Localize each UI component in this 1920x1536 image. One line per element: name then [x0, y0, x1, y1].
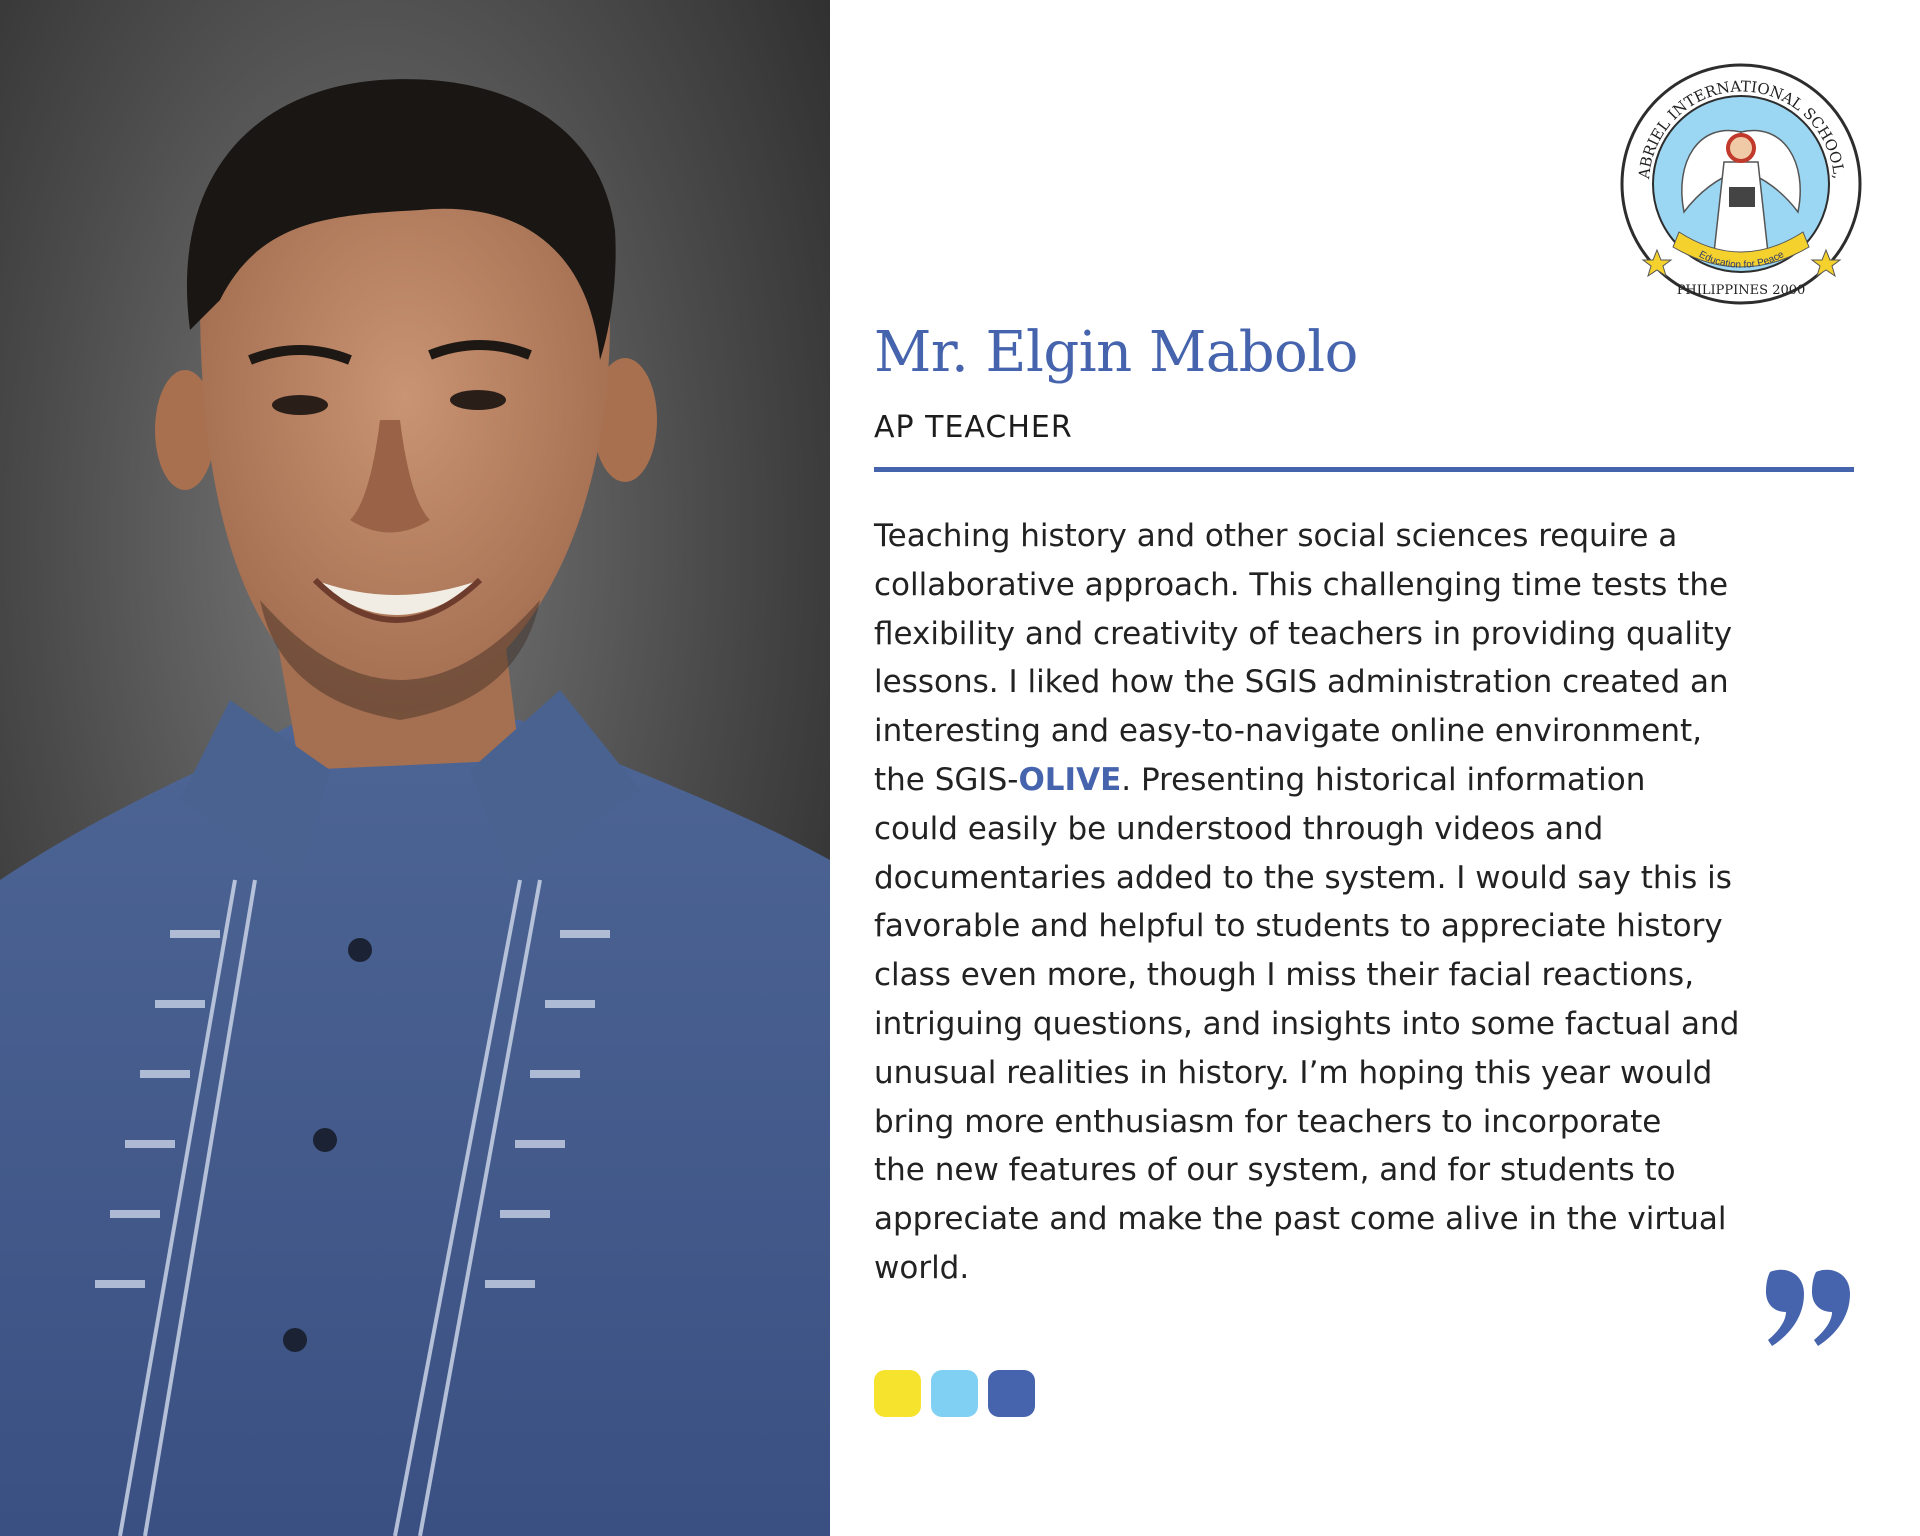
testimonial-segment: lessons. I liked how the SGIS administration created an: [874, 664, 1729, 701]
svg-text:Education for Peace: Education for Peace: [1697, 249, 1786, 271]
testimonial-segment: unusual realities in history. I’m hoping this year would: [874, 1054, 1713, 1091]
testimonial-segment: world.: [874, 1249, 970, 1286]
testimonial-segment: could easily be understood through videos and: [874, 810, 1604, 847]
teacher-role: AP TEACHER: [874, 410, 1073, 445]
testimonial-line: [874, 756, 1854, 805]
testimonial-line: [874, 902, 1854, 951]
school-seal-icon: [1619, 62, 1864, 307]
testimonial-segment: documentaries added to the system. I would say this is: [874, 859, 1732, 896]
testimonial-line: [874, 805, 1854, 854]
portrait-illustration: [0, 0, 830, 1536]
svg-text:PHILIPPINES 2000: PHILIPPINES 2000: [1676, 283, 1806, 298]
testimonial-segment: the new features of our system, and for students to: [874, 1152, 1676, 1189]
decorative-dots: [874, 1370, 1035, 1418]
svg-text:ST. GABRIEL INTERNATIONAL SCHO: ABRIEL INTERNATIONAL SCHOOL,: [1635, 77, 1848, 180]
testimonial-segment: the SGIS-: [874, 761, 1019, 798]
testimonial-line: [874, 1195, 1854, 1244]
decorative-dot: [931, 1370, 978, 1417]
testimonial-segment: Teaching history and other social sciences require a: [874, 518, 1678, 554]
teacher-name: Mr. Elgin Mabolo: [874, 320, 1358, 385]
school-seal: [1619, 62, 1864, 307]
testimonial-line: [874, 1098, 1854, 1147]
testimonial-line: [874, 561, 1854, 610]
testimonial-segment: appreciate and make the past come alive in the virtual: [874, 1201, 1727, 1238]
teacher-photo: [0, 0, 830, 1536]
closing-quote-icon: [1764, 1262, 1856, 1354]
testimonial-line: [874, 1000, 1854, 1049]
testimonial-line: [874, 1244, 1854, 1293]
testimonial-line: [874, 707, 1854, 756]
testimonial-line: [874, 1049, 1854, 1098]
decorative-dot: [874, 1370, 921, 1417]
testimonial-line: [874, 951, 1854, 1000]
decorative-dot: [988, 1370, 1035, 1417]
divider: [874, 467, 1854, 472]
testimonial-line: [874, 854, 1854, 903]
testimonial-segment: . Presenting historical information: [1121, 761, 1646, 798]
testimonial-segment: interesting and easy-to-navigate online environment,: [874, 713, 1703, 750]
testimonial-segment: favorable and helpful to students to appreciate history: [874, 908, 1723, 945]
testimonial-panel: [874, 0, 1854, 1536]
testimonial-segment: bring more enthusiasm for teachers to incorporate: [874, 1103, 1662, 1140]
testimonial-segment: intriguing questions, and insights into some factual and: [874, 1005, 1740, 1042]
testimonial-line: [874, 610, 1854, 659]
testimonial-line: [874, 512, 1854, 561]
testimonial-segment: collaborative approach. This challenging time tests the: [874, 566, 1729, 603]
testimonial-line: [874, 1146, 1854, 1195]
testimonial-text: [874, 512, 1854, 1293]
olive-highlight: OLIVE: [1018, 761, 1122, 798]
testimonial-line: [874, 658, 1854, 707]
testimonial-segment: class even more, though I miss their facial reactions,: [874, 957, 1695, 994]
testimonial-segment: flexibility and creativity of teachers in providing quality: [874, 615, 1733, 652]
